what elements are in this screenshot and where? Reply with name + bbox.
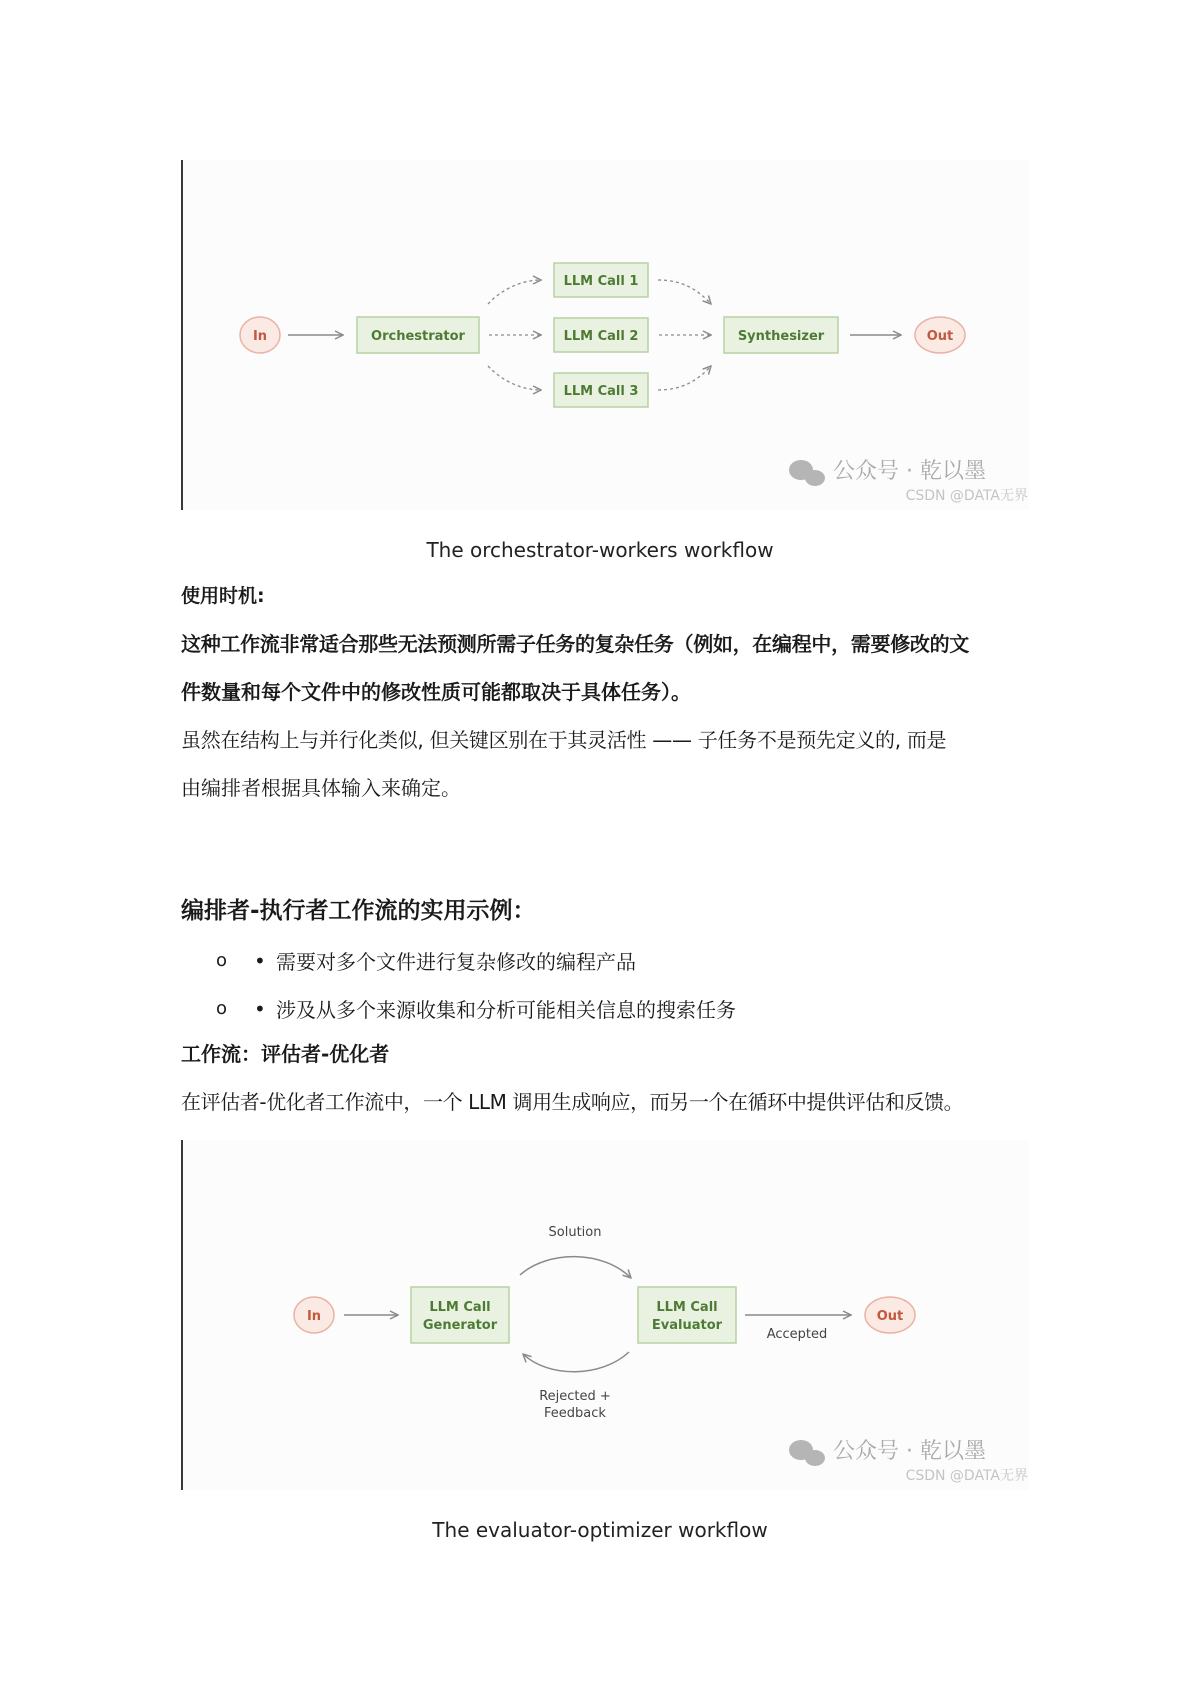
orchestrator-workflow-figure bbox=[181, 160, 1029, 510]
out-label: Out bbox=[926, 329, 954, 344]
rejected-label-2: Feedback bbox=[544, 1406, 606, 1421]
accepted-label: Accepted bbox=[766, 1327, 828, 1342]
usage-line-1: 这种工作流非常适合那些无法预测所需子任务的复杂任务（例如，在编程中，需要修改的文 bbox=[181, 632, 969, 656]
wechat-icon bbox=[789, 460, 825, 486]
evaluator-label-1: LLM Call bbox=[656, 1300, 718, 1315]
watermark-sub: CSDN @DATA无界 bbox=[905, 1468, 1028, 1484]
wechat-icon bbox=[789, 1440, 825, 1466]
evaluator-desc: 在评估者-优化者工作流中，一个 LLM 调用生成响应，而另一个在循环中提供评估和反馈。 bbox=[181, 1090, 964, 1114]
evaluator-node bbox=[638, 1287, 736, 1343]
evaluator-workflow-figure bbox=[181, 1140, 1029, 1490]
arrow-solution bbox=[520, 1257, 631, 1278]
generator-label-1: LLM Call bbox=[429, 1300, 491, 1315]
out-label: Out bbox=[876, 1309, 904, 1324]
llm-call-3-label: LLM Call 3 bbox=[563, 384, 639, 399]
watermark-main: 公众号 · 乾以墨 bbox=[833, 459, 986, 484]
watermark-main: 公众号 · 乾以墨 bbox=[833, 1439, 986, 1464]
rejected-label-1: Rejected + bbox=[539, 1389, 611, 1404]
in-label: In bbox=[252, 329, 268, 344]
bullet-outer: o bbox=[216, 998, 228, 1019]
evaluator-label-2: Evaluator bbox=[651, 1318, 723, 1333]
figure2-caption: The evaluator-optimizer workflow bbox=[432, 1518, 768, 1542]
solution-label: Solution bbox=[548, 1225, 602, 1240]
watermark-sub: CSDN @DATA无界 bbox=[905, 488, 1028, 504]
evaluator-heading: 工作流：评估者-优化者 bbox=[181, 1042, 390, 1066]
list-item bbox=[216, 994, 736, 1023]
examples-heading: 编排者-执行者工作流的实用示例： bbox=[181, 898, 536, 924]
orchestrator-label: Orchestrator bbox=[371, 329, 465, 344]
figure1-caption: The orchestrator-workers workflow bbox=[426, 538, 774, 562]
synthesizer-label: Synthesizer bbox=[737, 329, 825, 344]
arrow-rejected bbox=[523, 1352, 629, 1372]
orchestrator-diagram bbox=[183, 160, 1029, 510]
arrow-orch-call3 bbox=[488, 366, 541, 390]
generator-label-2: Generator bbox=[422, 1318, 498, 1333]
in-label: In bbox=[306, 1309, 322, 1324]
list-item bbox=[216, 946, 636, 975]
bullet-outer: o bbox=[216, 950, 228, 971]
list-item-text: 需要对多个文件进行复杂修改的编程产品 bbox=[276, 950, 636, 974]
bullet-inner: • bbox=[254, 996, 266, 1021]
usage-line-4: 由编排者根据具体输入来确定。 bbox=[181, 776, 461, 800]
usage-line-2: 件数量和每个文件中的修改性质可能都取决于具体任务）。 bbox=[181, 680, 691, 704]
arrow-orch-call1 bbox=[488, 280, 541, 304]
arrow-call1-synth bbox=[658, 280, 711, 304]
arrow-call3-synth bbox=[658, 366, 711, 390]
usage-label: 使用时机: bbox=[181, 585, 265, 607]
generator-node bbox=[411, 1287, 509, 1343]
llm-call-1-label: LLM Call 1 bbox=[563, 274, 639, 289]
bullet-inner: • bbox=[254, 948, 266, 973]
usage-line-3: 虽然在结构上与并行化类似, 但关键区别在于其灵活性 —— 子任务不是预先定义的, 而是 bbox=[181, 728, 947, 752]
llm-call-2-label: LLM Call 2 bbox=[563, 329, 639, 344]
list-item-text: 涉及从多个来源收集和分析可能相关信息的搜索任务 bbox=[276, 998, 736, 1022]
evaluator-diagram bbox=[183, 1140, 1029, 1490]
